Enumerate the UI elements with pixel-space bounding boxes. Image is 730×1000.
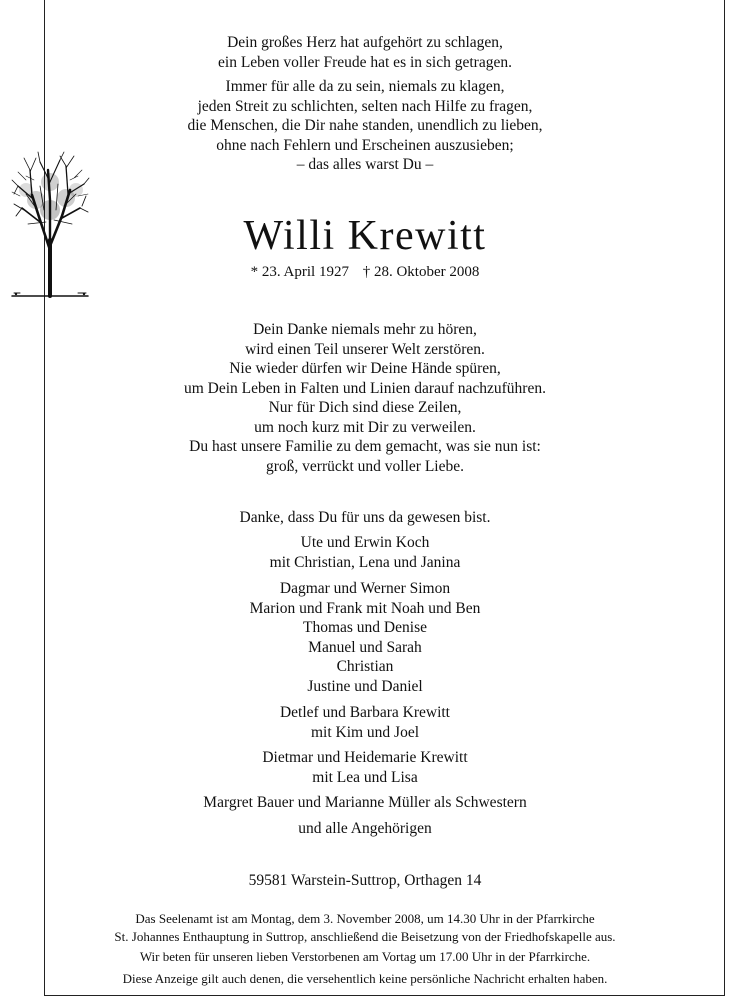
- poem-line: Dein großes Herz hat aufgehört zu schlagen,: [227, 34, 503, 51]
- family-group-6: [0, 819, 730, 839]
- thanks-line: Danke, dass Du für uns da gewesen bist.: [239, 509, 491, 526]
- family-group-4: [0, 748, 730, 787]
- family-group-2: [0, 579, 730, 696]
- poem-line: Nie wieder dürfen wir Deine Hände spüren,: [229, 360, 501, 377]
- service-notice: [0, 910, 730, 945]
- death-date: † 28. Oktober 2008: [362, 264, 480, 280]
- prayer-notice: Wir beten für unseren lieben Verstorbenen am Vortag um 17.00 Uhr in der Pfarrkirche.: [139, 949, 591, 964]
- poem-line: Immer für alle da zu sein, niemals zu klagen,: [225, 78, 505, 95]
- family-line: Thomas und Denise: [303, 619, 427, 636]
- poem-top-stanza-2: [0, 77, 730, 175]
- poem-line: Nur für Dich sind diese Zeilen,: [268, 399, 462, 416]
- family-line: Margret Bauer und Marianne Müller als Schwestern: [203, 794, 527, 811]
- family-line: mit Kim und Joel: [310, 723, 420, 741]
- poem-line: ein Leben voller Freude hat es in sich getragen.: [218, 53, 512, 71]
- poem-line: die Menschen, die Dir nahe standen, unendlich zu lieben,: [187, 117, 543, 134]
- poem-line: wird einen Teil unserer Welt zerstören.: [245, 340, 485, 358]
- family-line: Ute und Erwin Koch: [300, 534, 430, 551]
- poem-line: groß, verrückt und voller Liebe.: [266, 457, 464, 475]
- family-group-5: [0, 793, 730, 813]
- poem-line: ohne nach Fehlern und Erscheinen auszusieben;: [216, 136, 514, 154]
- deceased-name: Willi Krewitt: [243, 213, 487, 259]
- poem-top-stanza-1: [0, 33, 730, 72]
- family-line: Christian: [336, 658, 394, 675]
- family-line: Manuel und Sarah: [308, 638, 422, 656]
- poem-line: um noch kurz mit Dir zu verweilen.: [254, 418, 476, 436]
- family-line: mit Lea und Lisa: [312, 768, 418, 786]
- poem-middle: [0, 320, 730, 476]
- poem-line: jeden Streit zu schlichten, selten nach Hilfe zu fragen,: [197, 97, 533, 115]
- notice-line: St. Johannes Enthauptung in Suttrop, anschließend die Beisetzung von der Friedhofskapelle aus.: [114, 928, 616, 944]
- general-notice: Diese Anzeige gilt auch denen, die versehentlich keine persönliche Nachricht erhalten haben.: [122, 971, 608, 986]
- family-line: mit Christian, Lena und Janina: [269, 553, 461, 571]
- family-group-3: [0, 703, 730, 742]
- family-line: Dagmar und Werner Simon: [279, 580, 451, 597]
- family-group-1: [0, 533, 730, 572]
- family-line: und alle Angehörigen: [298, 820, 432, 837]
- birth-date: * 23. April 1927: [250, 264, 349, 280]
- poem-line: – das alles warst Du –: [296, 156, 434, 173]
- family-line: Marion und Frank mit Noah und Ben: [249, 599, 481, 617]
- address: 59581 Warstein-Suttrop, Orthagen 14: [248, 872, 482, 889]
- poem-line: Dein Danke niemals mehr zu hören,: [253, 321, 477, 338]
- poem-line: um Dein Leben in Falten und Linien darauf nachzuführen.: [184, 379, 546, 397]
- family-line: Justine und Daniel: [307, 677, 423, 695]
- life-dates: [0, 262, 730, 282]
- notice-line: Das Seelenamt ist am Montag, dem 3. November 2008, um 14.30 Uhr in der Pfarrkirche: [135, 911, 595, 926]
- family-line: Dietmar und Heidemarie Krewitt: [262, 749, 468, 766]
- poem-line: Du hast unsere Familie zu dem gemacht, was sie nun ist:: [189, 438, 541, 455]
- family-line: Detlef und Barbara Krewitt: [279, 704, 450, 721]
